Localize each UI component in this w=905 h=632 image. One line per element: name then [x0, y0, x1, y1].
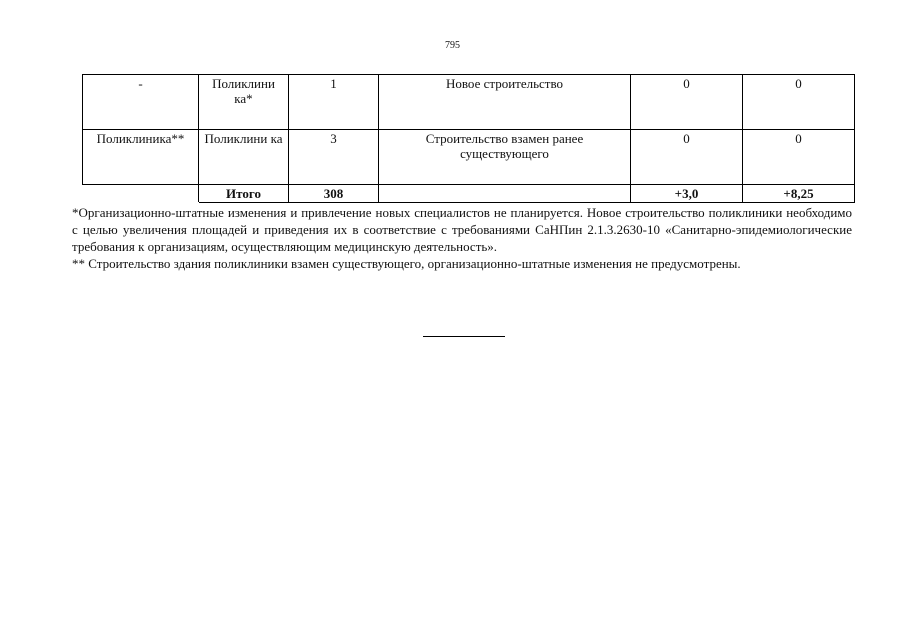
footnote-1: *Организационно-штатные изменения и привлечение новых специалистов не планируется. Новое строительство поликлиники необходимо с целью увеличения площадей и приведения их в соответствие с требованиями СаНПин 2.1.3.2630-10 «Санитарно-эпидемиологические требования к организациям, осуществляющим медицинскую деятельность». — [72, 205, 852, 254]
total-description-blank — [379, 185, 631, 203]
count-cell: 3 — [289, 130, 379, 185]
footnotes — [72, 204, 852, 272]
value1-cell: 0 — [631, 75, 743, 130]
facility-type-cell: Поликлини ка — [199, 130, 289, 185]
value2-cell: 0 — [743, 130, 855, 185]
page-number: 795 — [445, 40, 460, 51]
total-value2: +8,25 — [743, 185, 855, 203]
description-cell: Строительство взамен ранее существующего — [379, 130, 631, 185]
value2-cell: 0 — [743, 75, 855, 130]
table-row — [83, 130, 855, 185]
description-cell: Новое строительство — [379, 75, 631, 130]
end-divider — [423, 336, 505, 337]
facility-type-cell: Поликлини ка* — [199, 75, 289, 130]
table-row — [83, 75, 855, 130]
total-count: 308 — [289, 185, 379, 203]
footnote-2: ** Строительство здания поликлиники взамен существующего, организационно-штатные изменения не предусмотрены. — [72, 256, 741, 271]
facility-name-cell: Поликлиника** — [83, 130, 199, 185]
value1-cell: 0 — [631, 130, 743, 185]
blank-cell — [83, 185, 199, 203]
total-row — [83, 185, 855, 203]
total-label: Итого — [199, 185, 289, 203]
data-table — [82, 74, 855, 203]
facility-name-cell: - — [83, 75, 199, 130]
count-cell: 1 — [289, 75, 379, 130]
total-value1: +3,0 — [631, 185, 743, 203]
